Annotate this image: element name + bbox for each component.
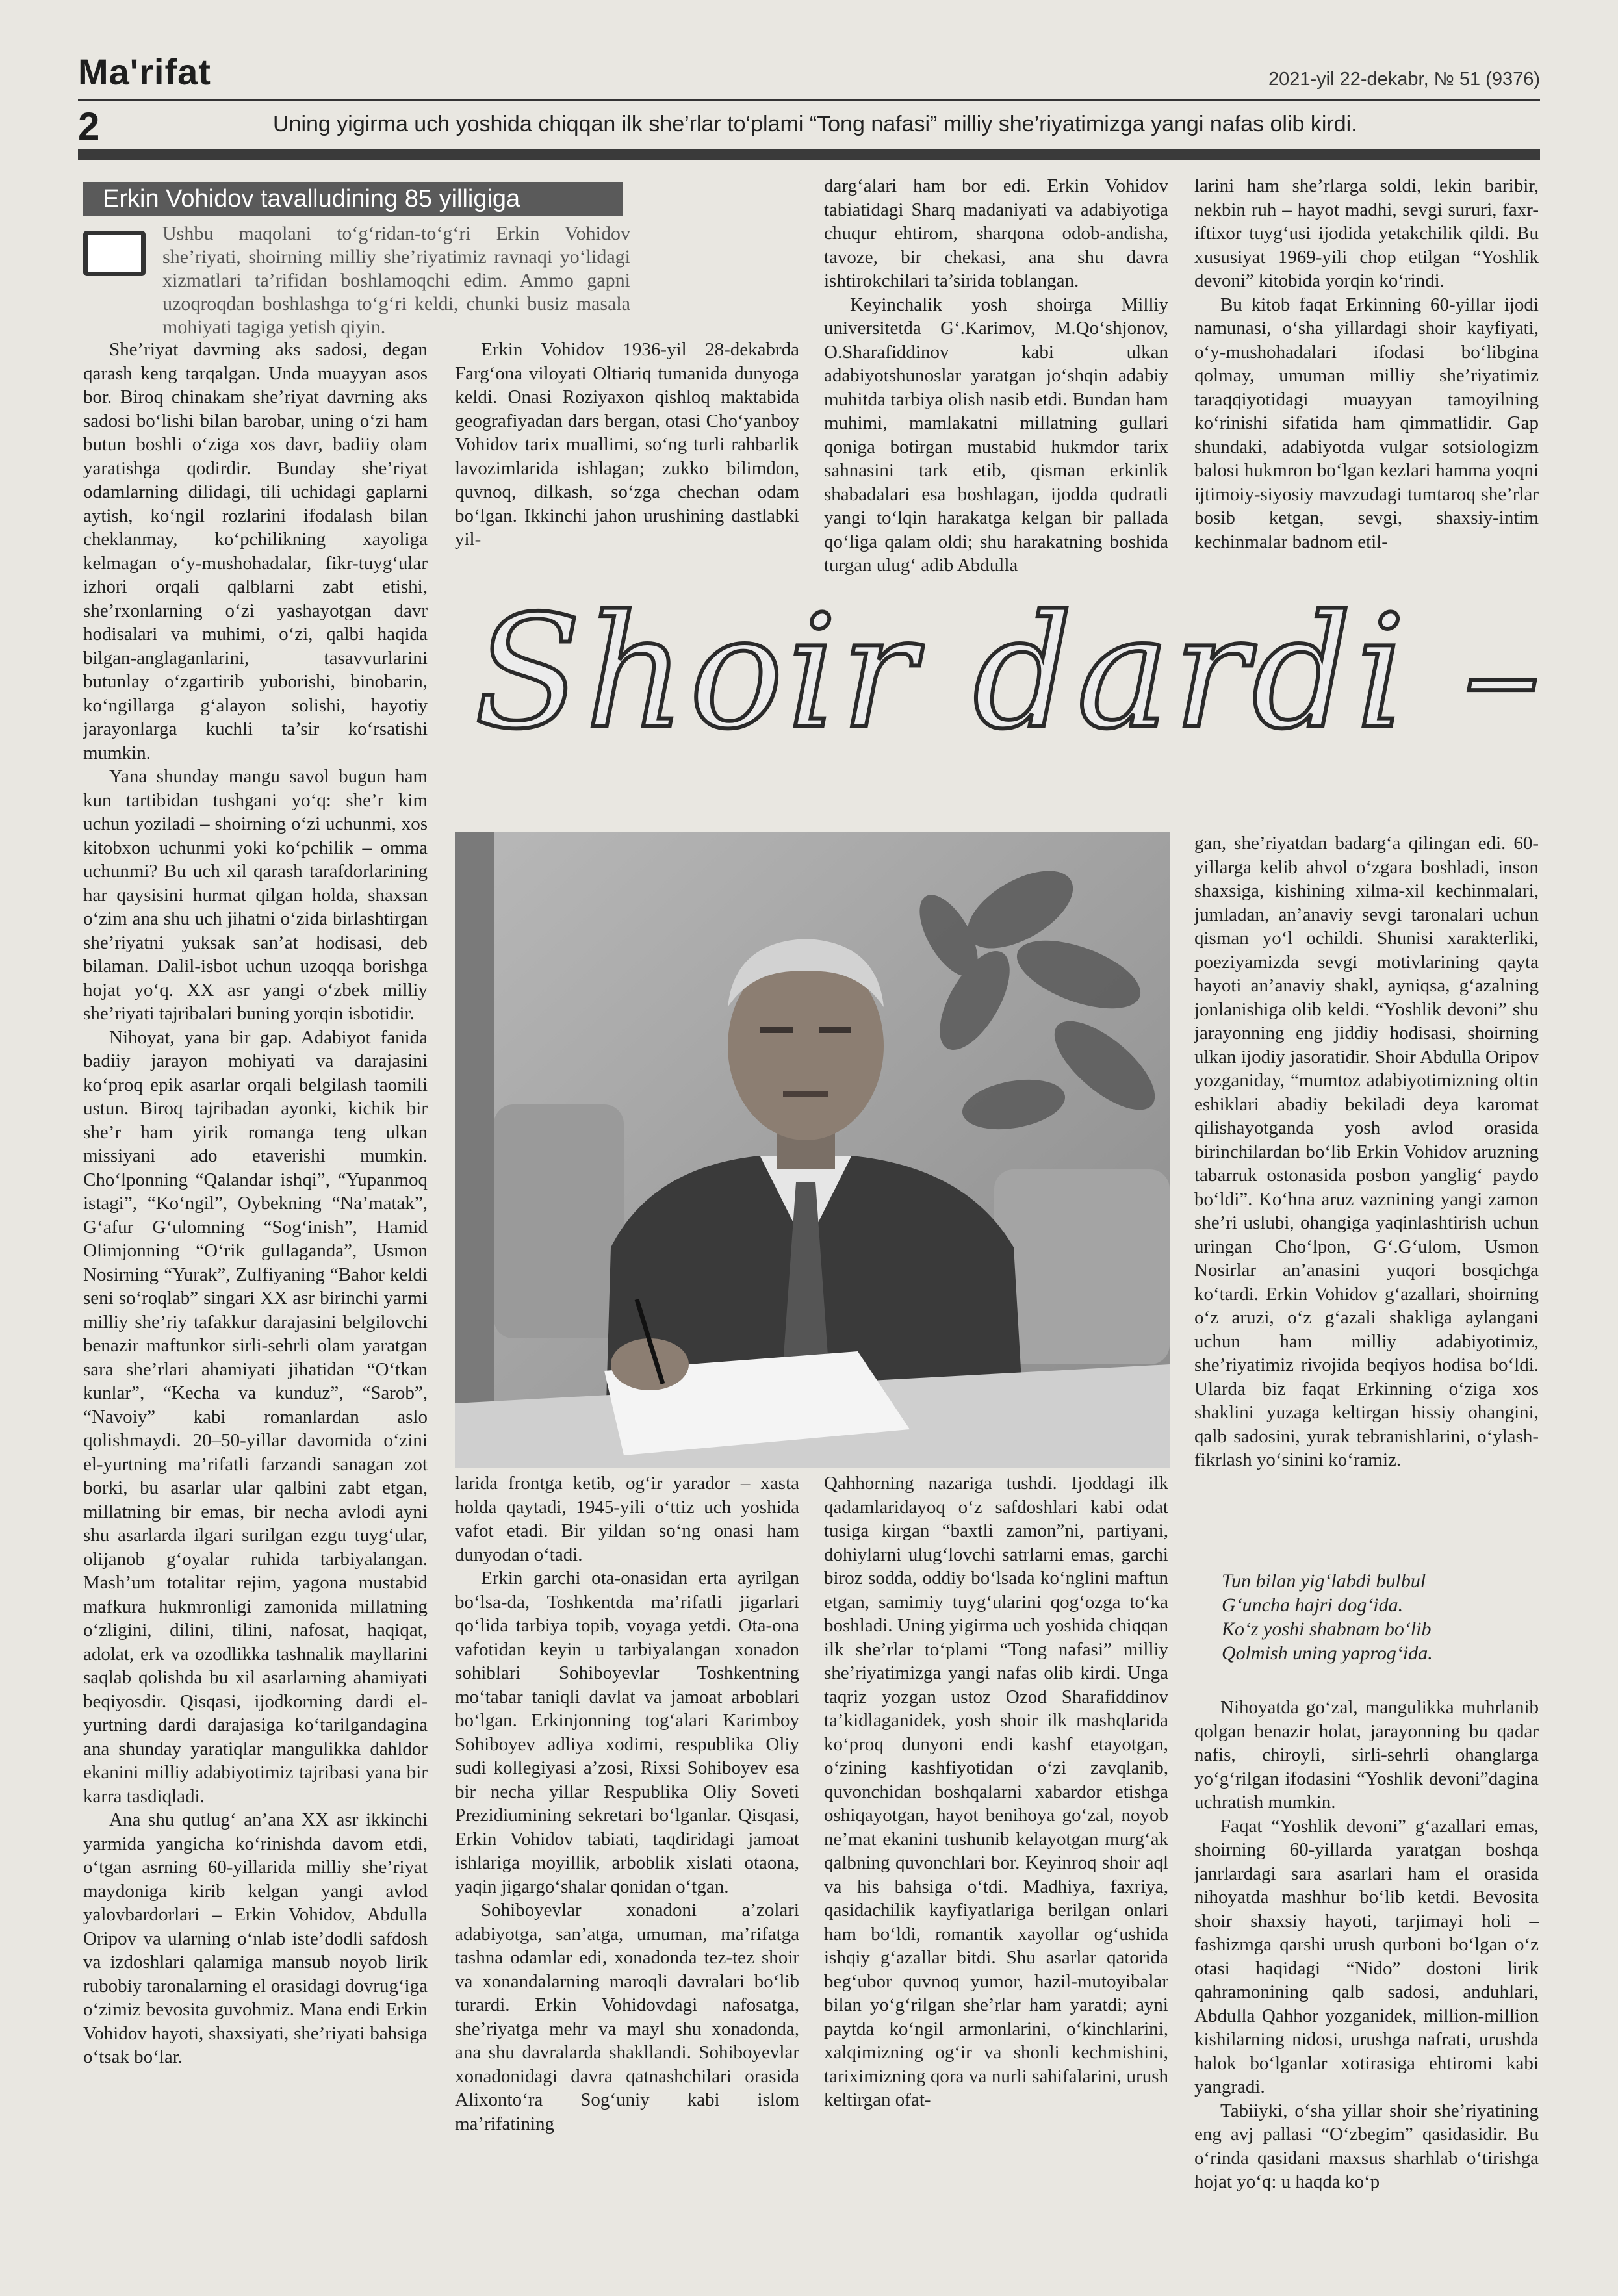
paragraph: Faqat “Yoshlik devoni” g‘azallari emas, shoirning 60-yillarda yaratgan boshqa janrlardagi sara asarlari ham el orasida nihoyatda mashhur bo‘lib ketdi. Bevosita shoir shaxsiy hayoti, tarjimayi holi – fashizmga qarshi urush qurboni bo‘lgan o‘z otasi haqidagi “Nido” dostoni lirik qahramonining qalb sadosi, anduhlari, Abdulla Qahhor yozganidek, million-million kishilarning nidosi, urushga nafrati, urushda halok bo‘lganlar xotirasiga ehtiromi kabi yangradi. bbox=[1194, 1815, 1539, 2097]
lead-box-icon bbox=[83, 231, 146, 276]
paragraph: Sohiboyevlar xonadoni a’zolari adabiyotga, san’atga, umuman, ma’rifatga tashna odamlar edi, xonadonda tez-tez shoir va xonandalarning maroqli davralari bo‘lib turardi. Erkin Vohidovdagi nafosatga, she’riyatga mehr va mayl shu xonadonda, ana shu davralarda shakllandi. Sohiboyevlar xonadonidagi davra qatnashchilari orasida Alixonto‘ra Sog‘uniy kabi islom ma’rifatining bbox=[455, 1900, 799, 2134]
column-3-bottom bbox=[824, 1472, 1168, 2112]
paragraph: darg‘alari ham bor edi. Erkin Vohidov tabiatidagi Sharq madaniyati va adabiyotiga chuqur ehtirom, sharqona odob-andisha, tavoze, bir chekasi, ana shu davra ishtirokchilari ta’sirida toblangan. bbox=[824, 175, 1168, 291]
paragraph: Keyinchalik yosh shoirga Milliy universitetda G‘.Karimov, M.Qo‘shjonov, O.Sharafiddinov kabi ulkan adabiyotshunoslar yaratgan jo‘shqin adabiy muhitda tarbiya olish nasib etdi. Bundan ham muhimi, mamlakatni millatning gullari qoniga botirgan mustabid hukmdor tarix sahnasini tark etib, qisman erkinlik shabadalari esa boshlagan, ijodda qudratli yangi to‘lqin harakatga kelgan bir pallada qo‘liga qalam oldi; shu harakatning boshida turgan ulug‘ adib Abdulla bbox=[824, 294, 1168, 576]
column-2-top bbox=[455, 338, 799, 552]
column-4-middle bbox=[1194, 832, 1539, 1472]
column-1 bbox=[83, 338, 428, 2069]
paragraph: She’riyat davrning aks sadosi, degan qarash keng tarqalgan. Unda muayyan asos bor. Biroq chinakam she’riyat davrning aks sadosi bo‘lishi bilan barobar, uning o‘zi ham butun boshli o‘ziga xos davr, badiiy olam yaratishga qodirdir. Bunday she’riyat odamlarning dilidagi, tili uchidagi gaplarni aytish, ko‘ngil rozlarini ifodalash bilan cheklanmay, ko‘pchilikning xayoliga kelmagan o‘y-mushohadalar, fikr-tuyg‘ular izhori orqali qalblarni zabt etishi, she’rxonlarning o‘zi yashayotgan davr hodisalari va muhimi, o‘zi, qalbi haqida bilgan-anglaganlarini, tasavvurlarini butunlay o‘zgartirib yuborishi, binobarin, ko‘ngillarga g‘alayon solishi, hayotiy jarayonlarga kuchli ta’sir ko‘rsatishi mumkin. bbox=[83, 339, 428, 763]
paragraph: Qahhorning nazariga tushdi. Ijoddagi ilk qadamlaridayoq o‘z safdoshlari kabi odat tusiga kirgan “baxtli zamon”ni, partiyani, dohiylarni ulug‘lovchi satrlarni emas, garchi biroz sodda, oddiy bo‘lsada ko‘nglini maftun etgan, samimiy tuyg‘ularini qog‘ozga to‘ka boshladi. Uning yigirma uch yoshida chiqqan ilk she’rlar to‘plami “Tong nafasi” milliy she’riyatimizga yangi nafas olib kirdi. Unga taqriz yozgan ustoz Ozod Sharafiddinov ta’kidlaganidek, yosh shoir ilk mashqlarida ko‘proq dunyoni endi kashf etayotgan, o‘zining kashfiyotidan o‘zi zavqlanib, quvonchidan boshqalarni xabardor etishga oshiqayotgan, hayot benihoya go‘zal, noyob ne’mat ekanini tushunib kelayotgan murg‘ak qalbning quvonchlari bor. Keyinroq shoir aql va his bahsiga o‘tdi. Madhiya, faxriya, qasidachilik kayfiyatlariga berilgan onlari ham bo‘ldi, romantik xayollar og‘ushida ishqiy g‘azallar bitdi. Shu asarlar qatorida beg‘ubor quvnoq yumor, hazil-mutoyibalar bilan yo‘g‘rilgan she’rlar ham yaratdi; ayni paytda ko‘ngil armonlarini, o‘kinchlarini, xalqimizning og‘ir va shonli kechmishini, tariximizning qora va nurli sahifalarini, urush keltirgan ofat- bbox=[824, 1473, 1168, 2110]
paragraph: Nihoyatda go‘zal, mangulikka muhrlanib qolgan benazir holat, jarayonning bu qadar nafis, chiroyli, sirli-sehrli ohanglarga yo‘g‘rilgan ifodasini “Yoshlik devoni”dagina uchratish mumkin. bbox=[1194, 1697, 1539, 1813]
paragraph: Yana shunday mangu savol bugun ham kun tartibidan tushgani yo‘q: she’r kim uchun yoziladi – shoirning o‘zi uchunmi, xos kitobxon uchunmi yoki ko‘pchilik – omma uchunmi? Bu uch xil qarash tarafdorlarining har qaysisini hurmat qilgan holda, shaxsan o‘zim ana shu uch jihatni o‘zida birlashtirgan she’riyatni yuksak san’at hodisasi, deb bilaman. Dalil-isbot uchun uzoqqa borishga hojat yo‘q. XX asr yangi o‘zbek milliy she’riyati tajribalari buning yorqin isbotidir. bbox=[83, 766, 428, 1024]
paragraph: Tabiiyki, o‘sha yillar shoir she’riyatining eng avj pallasi “O‘zbegim” qasidasidir. Bu o‘rinda qasidani maxsus sharhlab o‘tirishga hojat yo‘q: u haqda ko‘p bbox=[1194, 2100, 1539, 2192]
poem-line: Qolmish uning yaprog‘ida. bbox=[1222, 1642, 1433, 1664]
paragraph: Erkin garchi ota-onasidan erta ayrilgan bo‘lsa-da, Toshkentda ma’rifatli jigarlari qo‘lida tarbiya topib, voyaga yetdi. Ota-ona vafotidan keyin u tarbiyalangan xonadon sohiblari Sohiboyevlar Toshkentning mo‘tabar taniqli davlat va jamoat arboblari bo‘lgan. Erkinjonning tog‘alari Karimboy Sohiboyev adliya xodimi, respublika Oliy sudi kollegiyasi a’zosi, Rixsi Sohiboyev esa bir necha yillar Respublika Oliy Soveti Prezidiumining sekretari bo‘lganlar. Qisqasi, Erkin Vohidov tabiati, taqdiridagi jamoat ishlariga moyillik, arboblik xislati otaona, yaqin jigargo‘shalar qonidan o‘tgan. bbox=[455, 1568, 799, 1897]
column-2-bottom bbox=[455, 1472, 799, 2136]
page-tagline: Uning yigirma uch yoshida chiqqan ilk she’rlar to‘plami “Tong nafasi” milliy she’riyatimizga yangi nafas olib kirdi. bbox=[273, 112, 1357, 136]
portrait-photo-image bbox=[455, 832, 1170, 1468]
paragraph: Ana shu qutlug‘ an’ana XX asr ikkinchi yarmida yangicha ko‘rinishda davom etdi, o‘tgan asrning 60-yillarida milliy she’riyat maydoniga kirib kelgan yangi avlod yalovbardorlari – Erkin Vohidov, Abdulla Oripov va ularning o‘nlab iste’dodli safdosh va izdoshlari qalamiga mansub noyob lirik rubobiy taronalarning el orasidagi dovrug‘iga o‘zimiz bevosita guvohmiz. Mana endi Erkin Vohidov hayoti, shaxsiyati, she’riyati bahsiga o‘tsak bo‘lar. bbox=[83, 1809, 428, 2067]
masthead: Ma'rifat bbox=[78, 51, 211, 92]
paragraph: larida frontga ketib, og‘ir yarador – xasta holda qaytadi, 1945-yili o‘ttiz uch yoshida vafot etadi. Bir yildan so‘ng onasi ham dunyodan o‘tadi. bbox=[455, 1473, 799, 1565]
poem-line: Ko‘z yoshi shabnam bo‘lib bbox=[1222, 1618, 1432, 1640]
article-lead: Ushbu maqolani to‘g‘ridan-to‘g‘ri Erkin Vohidov she’riyati, shoirning milliy she’riyatimiz ravnaqi yo‘lidagi xizmatlari ta’rifidan boshlamoqchi edim. Ammo gapni uzoqroqdan boshlashga to‘g‘ri keldi, chunki busiz masala mohiyati tagiga yetish qiyin. bbox=[162, 223, 630, 338]
poem-excerpt bbox=[1222, 1569, 1495, 1665]
paragraph: Nihoyat, yana bir gap. Adabiyot fanida badiiy jarayon mohiyati va darajasini ko‘proq epik asarlar orqali belgilash taomili ustun. Biroq tajribadan ayonki, kichik bir she’r ham yirik romanga teng ulkan missiyani ado etaverishi mumkin. Cho‘lponning “Qalandar ishqi”, “Yupanmoq istagi”, “Ko‘ngil”, Oybekning “Na’matak”, G‘afur G‘ulomning “Sog‘inish”, Hamid Olimjonning “O‘rik gullaganda”, Usmon Nosirning “Yurak”, Zulfiyaning “Bahor keldi seni so‘roqlab” singari XX asr birinchi yarmi milliy she’riy tafakkur darajasini belgilovchi benazir maftunkor sirli-sehrli olam yaratgan sara she’rlari ahamiyati jihatidan “O‘tkan kunlar”, “Kecha va kunduz”, “Sarob”, “Navoiy” kabi romanlardan aslo qolishmaydi. 20–50-yillar davomida o‘zini el-yurtning ma’rifatli farzandi sanagan zot borki, bu asarlar ular qalbini zabt etgan, millatning bir emas, bir necha avlodi ayni shu asarlarda ilgari surilgan ezgu tuyg‘ular, olijanob g‘oyalar ruhida tarbiyalangan. Mash’um totalitar rejim, yagona mustabid mafkura hukmronligi zamonida millatning o‘zligini, dilini, tilini, nafosat, haqiqat, adolat, erk va ozodlikka tashnalik mayllarini saqlab qolishda bu xil asarlarning ahamiyati beqiyosdir. Qisqasi, ijodkorning dardi el-yurtning dardi darajasiga ko‘tarilgandagina ana shunday yaratiqlar mangulikka dahldor ekanini milliy adabiyotimiz tajribasi yana bir karra tasdiqladi. bbox=[83, 1027, 428, 1807]
page-number: 2 bbox=[78, 105, 100, 148]
article-title: Shoir dardi – bbox=[474, 581, 1545, 763]
rubric-banner: Erkin Vohidov tavalludining 85 yilligiga bbox=[83, 182, 623, 216]
poem-line: Tun bilan yig‘labdi bulbul bbox=[1222, 1570, 1426, 1592]
header-thick-rule bbox=[78, 149, 1540, 160]
paragraph: gan, she’riyatdan badarg‘a qilingan edi. 60-yillarga kelib ahvol o‘zgara boshladi, inson shaxsiga, kishining xilma-xil kechinmalari, jumladan, an’anaviy sevgi taronalari uchun qisman yo‘l ochildi. Shunisi xarakterliki, poeziyamizda sevgi motivlarining qayta hayoti an’anaviy shakl, ayniqsa, g‘azalning jonlanishiga olib keldi. “Yoshlik devoni” shu jarayonning eng jiddiy hodisasi, shoirning ulkan ijodiy jasoratidir. Shoir Abdulla Oripov yozganiday, “mumtoz adabiyotimizning oltin eshiklari abadiy bekiladi deya karomat qilishayotganda yosh avlod orasida birinchilardan bo‘lib Erkin Vohidov aruzning tabarruk ostonasida posbon yanglig‘ paydo bo‘ldi”. Ko‘hna aruz vaznining yangi zamon she’ri uslubi, ohangiga yaqinlashtirish uchun uringan Cho‘lpon, G‘.G‘ulom, Usmon Nosirlar an’anasini yuqori bosqichga ko‘tardi. Erkin Vohidov g‘azallari, shoirning o‘z aruzi, o‘z g‘azali shakliga aylangani uchun ham milliy adabiyotimiz, she’riyatimiz rivojida beqiyos hodisa bo‘ldi. Ularda biz faqat Erkinning o‘ziga xos shaklini yuzaga keltirgan hissiy ohangini, qalb sadosini, yurak tebranishlarini, o‘ylash- fikrlash yo‘sinini ko‘ramiz. bbox=[1194, 833, 1539, 1470]
column-3-top bbox=[824, 174, 1168, 578]
header-rule bbox=[78, 99, 1540, 101]
column-4-bottom bbox=[1194, 1696, 1539, 2194]
paragraph: larini ham she’rlarga soldi, lekin baribir, nekbin ruh – hayot madhi, sevgi sururi, faxr-iftixor tuyg‘usi ijodida yetakchilik qildi. Bu xususiyat 1969-yili chop etilgan “Yoshlik devoni” kitobida yorqin ko‘rindi. bbox=[1194, 175, 1539, 291]
poem-line: G‘uncha hajri dog‘ida. bbox=[1222, 1594, 1404, 1616]
portrait-photo bbox=[455, 832, 1170, 1468]
paragraph: Erkin Vohidov 1936-yil 28-dekabrda Farg‘ona viloyati Oltiariq tumanida dunyoga keldi. Onasi Roziyaxon qishloq maktabida geografiyadan dars bergan, otasi Cho‘yanboy Vohidov tarix muallimi, so‘ng turli rahbarlik lavozimlarida ishlagan; zukko bilimdon, quvnoq, dilkash, so‘zga chechan odam bo‘lgan. Ikkinchi jahon urushining dastlabki yil- bbox=[455, 339, 799, 550]
paragraph: Bu kitob faqat Erkinning 60-yillar ijodi namunasi, o‘sha yillardagi shoir kayfiyati, o‘y-mushohadalari ifodasi bo‘libgina qolmay, umuman milliy she’riyatimiz taraqqiyotidagi muayyan tamoyilning ko‘rinishi sifatida ham qimmatlidir. Gap shundaki, adabiyotda vulgar sotsiologizm balosi hukmron bo‘lgan kezlari hamma yoqni ijtimoiy-siyosiy mavzudagi tumtaroq she’rlar bosib ketgan, sevgi, shaxsiy-intim kechinmalar badnom etil- bbox=[1194, 294, 1539, 552]
issue-info: 2021-yil 22-dekabr, № 51 (9376) bbox=[1268, 69, 1540, 90]
column-4-top bbox=[1194, 174, 1539, 554]
